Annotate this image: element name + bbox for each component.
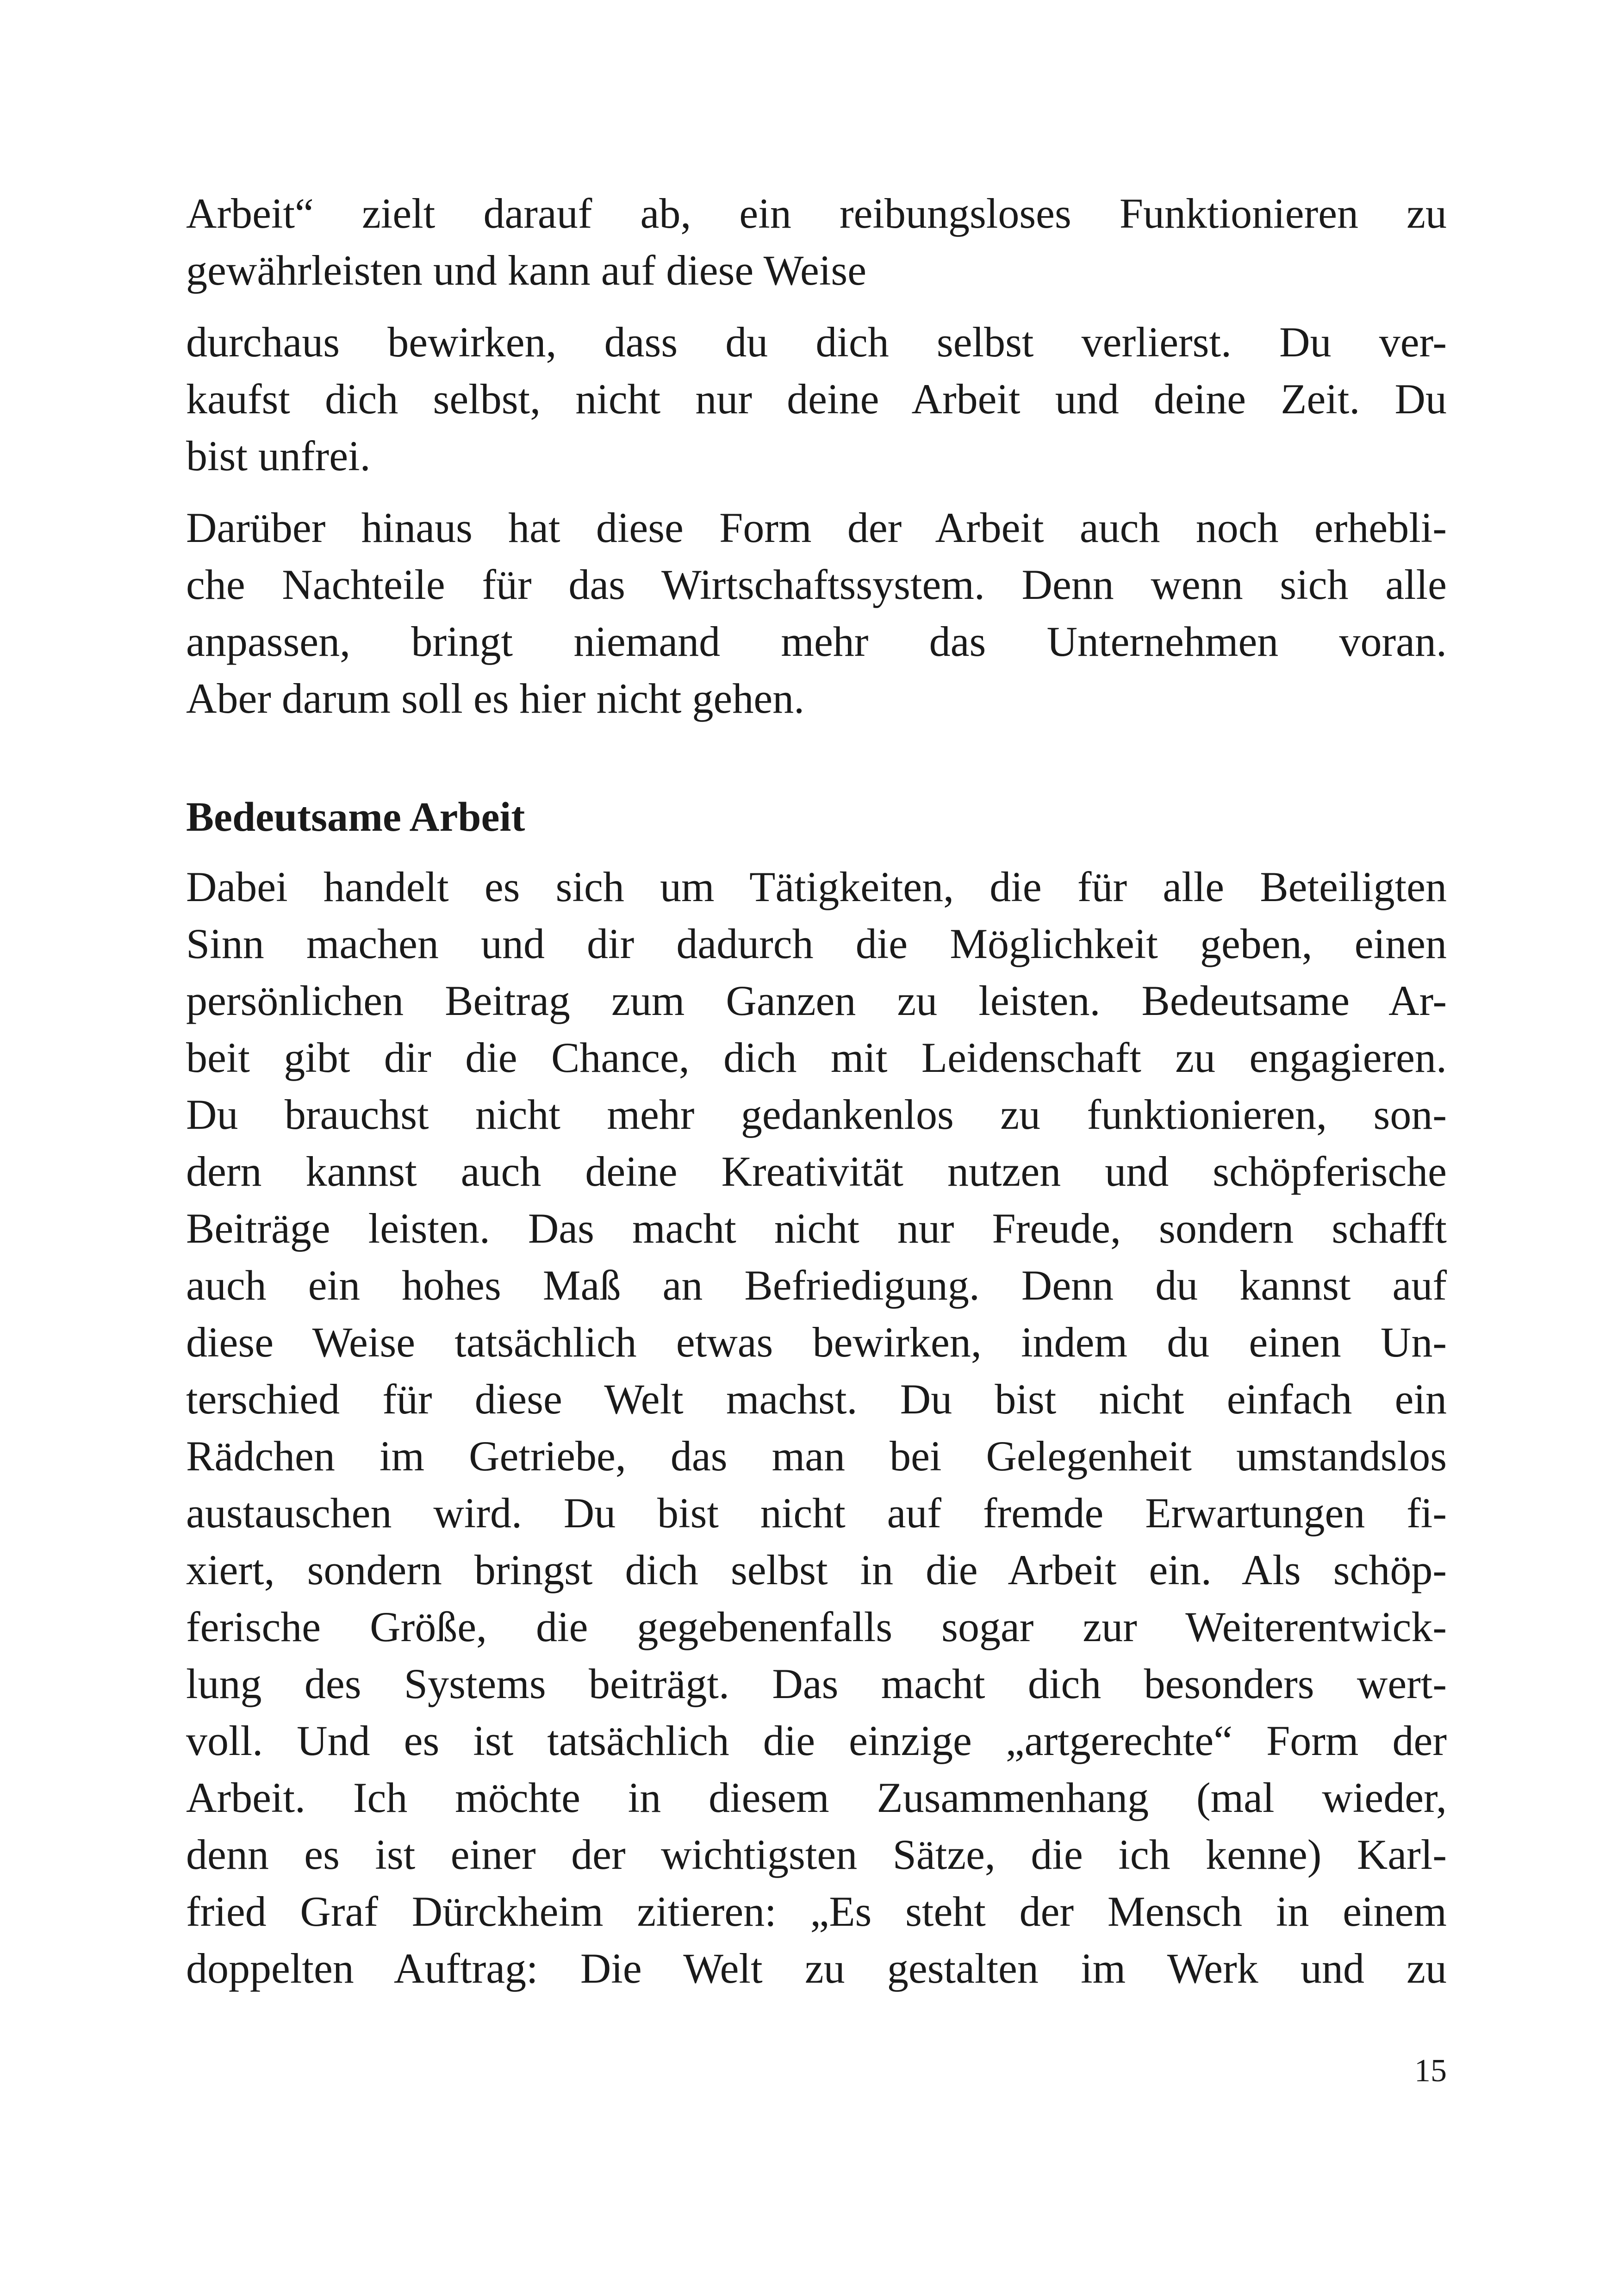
text-line: durchaus bewirken, dass du dich selbst verlierst. Du ver- [186,318,1447,366]
text-line: denn es ist einer der wichtigsten Sätze, die ich kenne) Karl- [186,1831,1447,1878]
text-line: gewährleisten und kann auf diese Weise [186,247,867,294]
text-line: voll. Und es ist tatsächlich die einzige „artgerechte“ Form der [186,1717,1447,1764]
paragraph-1 [186,185,1447,299]
text-line: auch ein hohes Maß an Befriedigung. Denn du kannst auf [186,1262,1447,1309]
text-line: austauschen wird. Du bist nicht auf fremde Erwartungen fi- [186,1489,1447,1537]
text-line: beit gibt dir die Chance, dich mit Leidenschaft zu engagieren. [186,1034,1447,1081]
text-line: Aber darum soll es hier nicht gehen. [186,675,805,722]
text-line: xiert, sondern bringst dich selbst in die Arbeit ein. Als schöp- [186,1546,1447,1593]
text-line: Sinn machen und dir dadurch die Möglichkeit geben, einen [186,920,1447,967]
page-body [186,185,1447,1997]
text-line: Rädchen im Getriebe, das man bei Gelegenheit umstandslos [186,1432,1447,1480]
text-line: terschied für diese Welt machst. Du bist nicht einfach ein [186,1375,1447,1423]
paragraph-4 [186,859,1447,1997]
text-line: Dabei handelt es sich um Tätigkeiten, die für alle Beteiligten [186,863,1447,910]
text-line: diese Weise tatsächlich etwas bewirken, indem du einen Un- [186,1319,1447,1366]
paragraph-2 [186,314,1447,485]
text-line: anpassen, bringt niemand mehr das Unternehmen voran. [186,618,1447,665]
paragraph-3 [186,499,1447,727]
text-line: doppelten Auftrag: Die Welt zu gestalten im Werk und zu [186,1945,1447,1992]
text-line: Arbeit“ zielt darauf ab, ein reibungsloses Funktionieren zu [186,190,1447,237]
text-line: bist unfrei. [186,432,371,479]
text-line: kaufst dich selbst, nicht nur deine Arbeit und deine Zeit. Du [186,375,1447,423]
text-line: Du brauchst nicht mehr gedankenlos zu funktionieren, son- [186,1091,1447,1138]
text-line: che Nachteile für das Wirtschaftssystem. Denn wenn sich alle [186,561,1447,608]
paragraph-gap [186,485,1447,499]
text-line: persönlichen Beitrag zum Ganzen zu leisten. Bedeutsame Ar- [186,977,1447,1024]
text-line: dern kannst auch deine Kreativität nutzen und schöpferische [186,1148,1447,1195]
section-heading: Bedeutsame Arbeit [186,794,525,840]
text-line: Beiträge leisten. Das macht nicht nur Freude, sondern schafft [186,1205,1447,1252]
page-number: 15 [1414,2053,1447,2089]
text-line: ferische Größe, die gegebenenfalls sogar zur Weiterentwick- [186,1603,1447,1650]
text-line: lung des Systems beiträgt. Das macht dich besonders wert- [186,1660,1447,1707]
text-line: Darüber hinaus hat diese Form der Arbeit auch noch erhebli- [186,504,1447,551]
text-line: fried Graf Dürckheim zitieren: „Es steht der Mensch in einem [186,1888,1447,1935]
text-line: Arbeit. Ich möchte in diesem Zusammenhang (mal wieder, [186,1774,1447,1821]
paragraph-gap [186,299,1447,314]
